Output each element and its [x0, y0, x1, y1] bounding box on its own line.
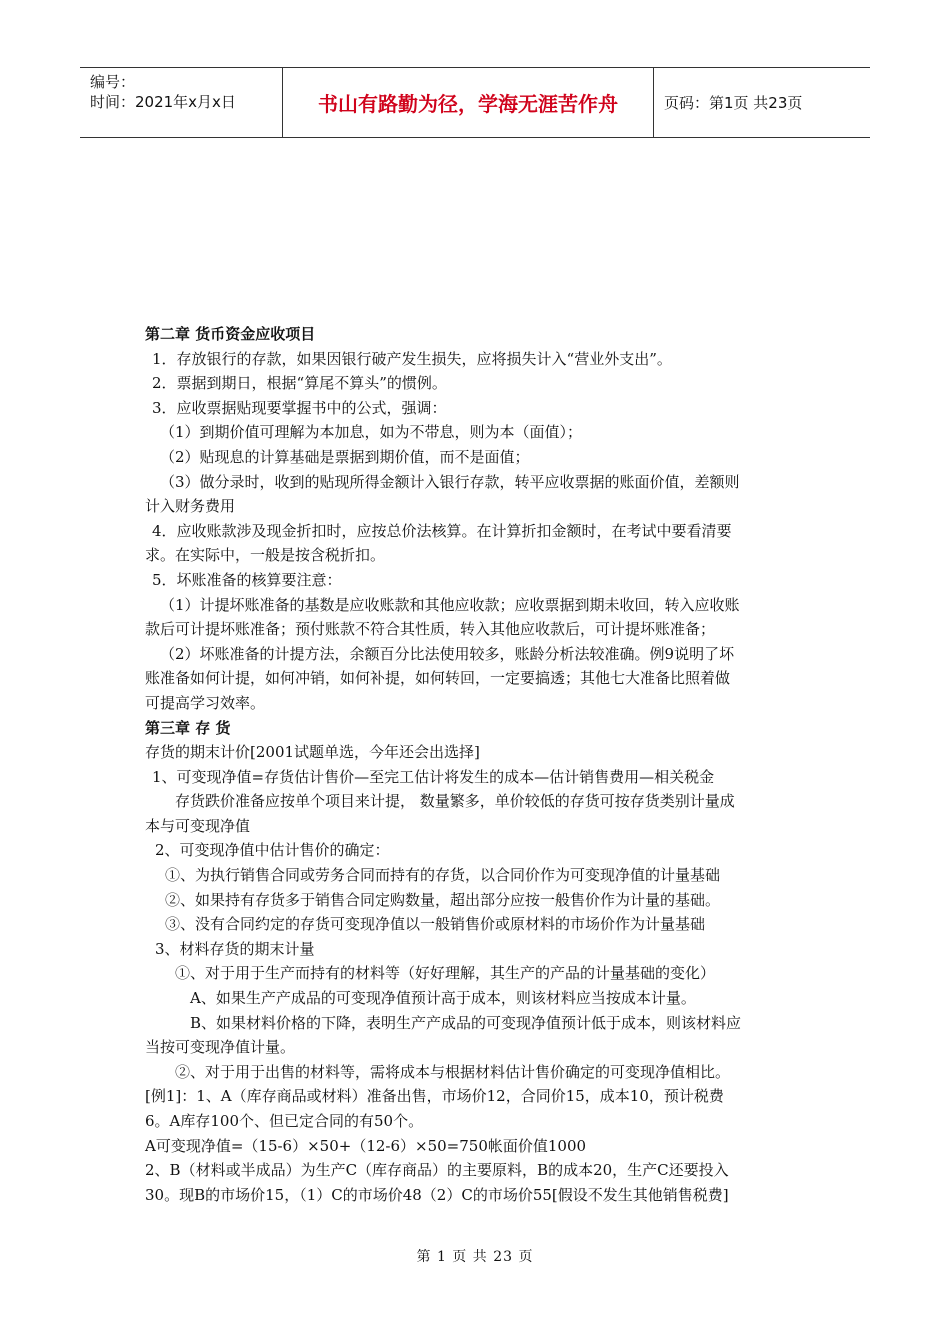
page-footer: 第 1 页 共 23 页 [416, 1249, 534, 1265]
section-heading: 第三章 存 货 [145, 718, 231, 737]
body-line: 30。现B的市场价15，（1）C的市场价48（2）C的市场价55[假设不发生其他销售税费] [145, 1185, 729, 1204]
document-number-label: 编号： [90, 73, 136, 91]
body-line: 存货跌价准备应按单个项目来计提， 数量繁多，单价较低的存货可按存货类别计量成 [175, 792, 735, 811]
body-line: 3、材料存货的期末计量 [155, 939, 315, 958]
section-heading: 第二章 货币资金应收项目 [145, 325, 316, 343]
body-line: 2．票据到期日，根据“算尾不算头”的惯例。 [152, 374, 447, 393]
body-line: ③、没有合同约定的存货可变现净值以一般销售价或原材料的市场价作为计量基础 [165, 915, 706, 934]
document-body [145, 322, 810, 1207]
body-line: ②、对于用于出售的材料等，需将成本与根据材料估计售价确定的可变现净值相比。 [175, 1062, 731, 1081]
body-line: 当按可变现净值计量。 [145, 1038, 296, 1057]
body-line: 4．应收账款涉及现金折扣时，应按总价法核算。在计算折扣金额时，在考试中要看清要 [152, 521, 732, 540]
header-page-label: 页码：第1页 共23页 [664, 94, 803, 112]
body-line: A可变现净值=（15-6）×50+（12-6）×50=750帐面价值1000 [145, 1136, 587, 1155]
header-meta [80, 68, 282, 137]
body-line: （3）做分录时，收到的贴现所得金额计入银行存款，转平应收票据的账面价值，差额则 [160, 472, 740, 491]
header-motto: 书山有路勤为径，学海无涯苦作舟 [282, 68, 654, 137]
body-line: ①、对于用于生产而持有的材料等（好好理解，其生产的产品的计量基础的变化） [175, 964, 716, 983]
body-line: 1、可变现净值=存货估计售价—至完工估计将发生的成本—估计销售费用—相关税金 [152, 767, 715, 786]
body-line: ②、如果持有存货多于销售合同定购数量，超出部分应按一般售价作为计量的基础。 [165, 890, 721, 909]
body-line: 本与可变现净值 [145, 816, 251, 835]
body-line: （1）计提坏账准备的基数是应收账款和其他应收款；应收票据到期未收回，转入应收账 [160, 595, 740, 614]
body-line: [例1]：1、A（库存商品或材料）准备出售，市场价12，合同价15，成本10，预计税费 [145, 1087, 724, 1106]
body-line: A、如果生产产成品的可变现净值预计高于成本，则该材料应当按成本计量。 [190, 989, 696, 1008]
page-header [80, 67, 870, 138]
body-line: 计入财务费用 [145, 497, 236, 516]
body-line: B、如果材料价格的下降，表明生产产成品的可变现净值预计低于成本，则该材料应 [190, 1013, 742, 1032]
body-line: 2、B（材料或半成品）为生产C（库存商品）的主要原料，B的成本20，生产C还要投入 [145, 1161, 729, 1180]
body-line: 账准备如何计提，如何冲销，如何补提，如何转回，一定要搞透；其他七大准备比照着做 [145, 669, 731, 688]
body-line: （1）到期价值可理解为本加息，如为不带息，则为本（面值）； [160, 423, 583, 442]
body-line: 求。在实际中，一般是按含税折扣。 [145, 546, 386, 565]
body-line: 款后可计提坏账准备；预付账款不符合其性质，转入其他应收款后，可计提坏账准备； [145, 620, 716, 639]
body-line: （2）坏账准备的计提方法，余额百分比法使用较多，账龄分析法较准确。例9说明了坏 [160, 644, 735, 663]
body-line: 6。A库存100个、但已定合同的有50个。 [145, 1112, 424, 1130]
body-line: 存货的期末计价[2001试题单选，今年还会出选择] [145, 743, 480, 762]
body-line: 1．存放银行的存款，如果因银行破产发生损失，应将损失计入“营业外支出”。 [152, 349, 672, 368]
body-line: 3．应收票据贴现要掌握书中的公式，强调： [152, 398, 447, 417]
body-line: 可提高学习效率。 [145, 693, 266, 712]
body-line: （2）贴现息的计算基础是票据到期价值，而不是面值； [160, 447, 530, 466]
body-line: 5．坏账准备的核算要注意： [152, 570, 342, 589]
body-line: ①、为执行销售合同或劳务合同而持有的存货，以合同价作为可变现净值的计量基础 [165, 866, 721, 885]
body-line: 2、可变现净值中估计售价的确定： [155, 841, 390, 860]
document-time-label: 时间：2021年x月x日 [90, 93, 236, 111]
